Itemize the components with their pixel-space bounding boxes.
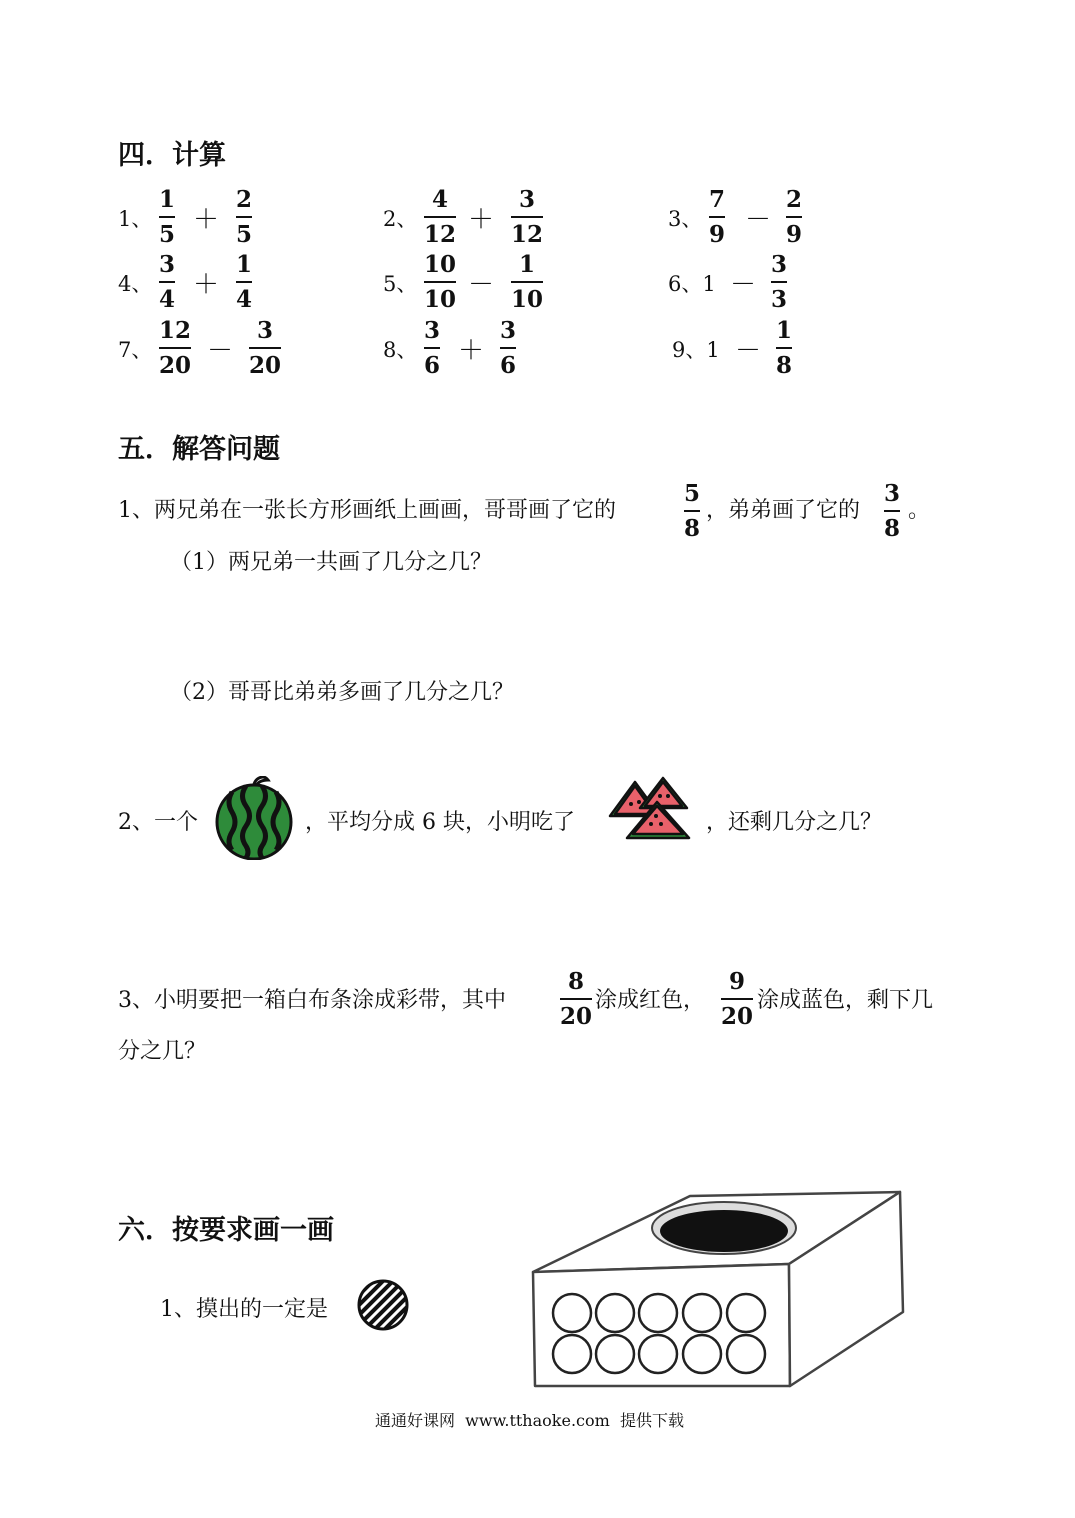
problem-5-label: 5、 bbox=[383, 272, 418, 296]
problem-1-fraction-b: 2 5 bbox=[236, 186, 253, 248]
section6-title: 六．按要求画一画 bbox=[118, 1215, 334, 1246]
problem-2-fraction-a: 4 12 bbox=[424, 186, 457, 248]
striped-ball-icon bbox=[356, 1278, 410, 1332]
problem-8-operator: ＋ bbox=[458, 336, 485, 366]
section4-title: 四．计算 bbox=[118, 140, 226, 171]
problem-7-fraction-a: 12 20 bbox=[159, 317, 192, 379]
problem-4-fraction-a: 3 4 bbox=[159, 251, 176, 313]
section6-q1-text: 1、摸出的一定是 bbox=[160, 1297, 328, 1322]
problem-4-operator: ＋ bbox=[193, 270, 220, 300]
q3-fraction-b: 9 20 bbox=[721, 968, 754, 1030]
problem-9-label: 9、1 bbox=[672, 338, 720, 362]
problem-4-fraction-b: 1 4 bbox=[236, 251, 253, 313]
problem-2-operator: ＋ bbox=[468, 205, 495, 235]
problem-7-fraction-b: 3 20 bbox=[249, 317, 282, 379]
problem-6-label: 6、1 bbox=[668, 272, 716, 296]
problem-2-label: 2、 bbox=[383, 207, 418, 231]
problem-3-operator: － bbox=[745, 205, 772, 235]
q1-text-a: 1、两兄弟在一张长方形画纸上画画，哥哥画了它的 bbox=[118, 498, 616, 523]
problem-6-operator: － bbox=[730, 270, 757, 300]
q1-fraction-b: 3 8 bbox=[884, 480, 901, 542]
q1-text-c: 。 bbox=[908, 498, 931, 523]
problem-6-fraction-b: 3 3 bbox=[771, 251, 788, 313]
q3-text-b: 涂成红色， bbox=[595, 988, 706, 1013]
problem-3-fraction-b: 2 9 bbox=[786, 186, 803, 248]
problem-3-label: 3、 bbox=[668, 207, 703, 231]
q1-sub1: （1）两兄弟一共画了几分之几？ bbox=[170, 550, 492, 575]
problem-2-fraction-b: 3 12 bbox=[511, 186, 544, 248]
problem-8-fraction-a: 3 6 bbox=[424, 317, 441, 379]
problem-8-label: 8、 bbox=[383, 338, 418, 362]
box-with-balls-drawing bbox=[525, 1188, 910, 1393]
footer-text: 通通好课网 www.tthaoke.com 提供下载 bbox=[375, 1411, 684, 1430]
problem-9-operator: － bbox=[735, 336, 762, 366]
problem-5-operator: － bbox=[468, 270, 495, 300]
watermelon-icon bbox=[212, 776, 296, 860]
problem-1-operator: ＋ bbox=[193, 205, 220, 235]
watermelon-slices-icon bbox=[605, 774, 695, 854]
q1-text-b: ，弟弟画了它的 bbox=[706, 498, 861, 523]
q2-text-a: 2、一个 bbox=[118, 810, 198, 835]
problem-7-operator: － bbox=[207, 336, 234, 366]
q3-text-d: 分之几？ bbox=[118, 1039, 207, 1064]
q3-text-a: 3、小明要把一箱白布条涂成彩带，其中 bbox=[118, 988, 506, 1013]
problem-4-label: 4、 bbox=[118, 272, 153, 296]
q2-text-c: ，还剩几分之几？ bbox=[706, 810, 883, 835]
q3-text-c: 涂成蓝色，剩下几 bbox=[757, 988, 934, 1013]
problem-7-label: 7、 bbox=[118, 338, 153, 362]
q1-fraction-a: 5 8 bbox=[684, 480, 701, 542]
problem-1-fraction-a: 1 5 bbox=[159, 186, 176, 248]
problem-8-fraction-b: 3 6 bbox=[500, 317, 517, 379]
q3-fraction-a: 8 20 bbox=[560, 968, 593, 1030]
q1-sub2: （2）哥哥比弟弟多画了几分之几？ bbox=[170, 680, 514, 705]
problem-9-fraction-b: 1 8 bbox=[776, 317, 793, 379]
problem-5-fraction-b: 1 10 bbox=[511, 251, 544, 313]
problem-1-label: 1、 bbox=[118, 207, 153, 231]
problem-3-fraction-a: 7 9 bbox=[709, 186, 726, 248]
section5-title: 五．解答问题 bbox=[118, 434, 280, 465]
problem-5-fraction-a: 10 10 bbox=[424, 251, 457, 313]
q2-text-b: ，平均分成 6 块，小明吃了 bbox=[305, 810, 575, 835]
